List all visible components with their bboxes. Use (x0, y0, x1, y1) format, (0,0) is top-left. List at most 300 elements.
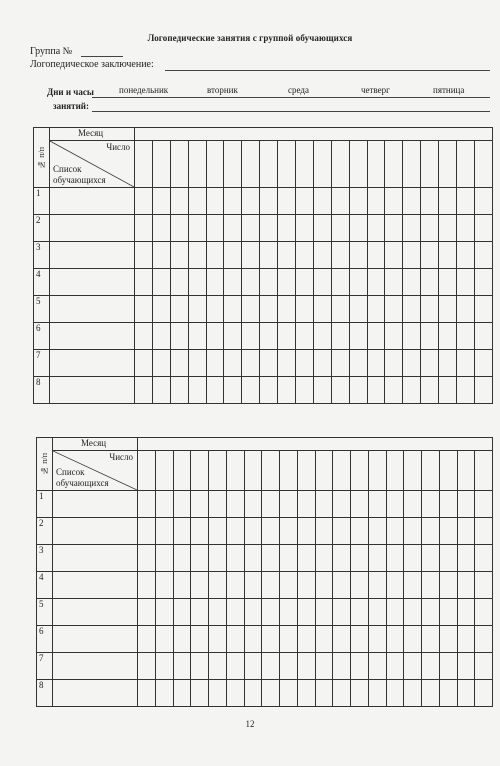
attendance-cell[interactable] (475, 653, 493, 680)
attendance-cell[interactable] (315, 518, 333, 545)
attendance-cell[interactable] (421, 323, 439, 350)
attendance-cell[interactable] (313, 188, 331, 215)
attendance-cell[interactable] (242, 188, 260, 215)
attendance-cell[interactable] (170, 242, 188, 269)
attendance-cell[interactable] (296, 377, 314, 404)
attendance-cell[interactable] (457, 653, 475, 680)
attendance-cell[interactable] (439, 653, 457, 680)
attendance-cell[interactable] (135, 323, 153, 350)
attendance-cell[interactable] (152, 350, 170, 377)
attendance-cell[interactable] (331, 296, 349, 323)
attendance-cell[interactable] (138, 680, 156, 707)
attendance-cell[interactable] (333, 545, 351, 572)
attendance-cell[interactable] (404, 545, 422, 572)
attendance-cell[interactable] (260, 323, 278, 350)
attendance-cell[interactable] (135, 296, 153, 323)
attendance-cell[interactable] (280, 518, 298, 545)
attendance-cell[interactable] (206, 242, 224, 269)
attendance-cell[interactable] (191, 518, 209, 545)
attendance-cell[interactable] (262, 599, 280, 626)
attendance-cell[interactable] (155, 518, 173, 545)
attendance-cell[interactable] (421, 377, 439, 404)
attendance-cell[interactable] (155, 626, 173, 653)
attendance-cell[interactable] (170, 215, 188, 242)
date-cell[interactable] (206, 141, 224, 188)
attendance-cell[interactable] (404, 599, 422, 626)
date-cell[interactable] (475, 451, 493, 491)
attendance-cell[interactable] (313, 377, 331, 404)
attendance-cell[interactable] (439, 296, 457, 323)
attendance-cell[interactable] (439, 350, 457, 377)
attendance-cell[interactable] (457, 269, 475, 296)
attendance-cell[interactable] (422, 518, 440, 545)
attendance-cell[interactable] (278, 215, 296, 242)
attendance-cell[interactable] (152, 296, 170, 323)
attendance-cell[interactable] (280, 653, 298, 680)
attendance-cell[interactable] (349, 215, 367, 242)
attendance-cell[interactable] (297, 572, 315, 599)
attendance-cell[interactable] (278, 296, 296, 323)
attendance-cell[interactable] (260, 296, 278, 323)
attendance-cell[interactable] (351, 599, 369, 626)
attendance-cell[interactable] (421, 188, 439, 215)
attendance-cell[interactable] (475, 491, 493, 518)
attendance-cell[interactable] (262, 653, 280, 680)
attendance-cell[interactable] (351, 518, 369, 545)
attendance-cell[interactable] (368, 653, 386, 680)
student-name-cell[interactable] (50, 215, 135, 242)
attendance-cell[interactable] (422, 653, 440, 680)
attendance-cell[interactable] (244, 680, 262, 707)
attendance-cell[interactable] (155, 491, 173, 518)
attendance-cell[interactable] (404, 653, 422, 680)
attendance-cell[interactable] (349, 377, 367, 404)
attendance-cell[interactable] (226, 518, 244, 545)
attendance-cell[interactable] (152, 323, 170, 350)
attendance-cell[interactable] (191, 545, 209, 572)
attendance-cell[interactable] (331, 242, 349, 269)
attendance-cell[interactable] (385, 377, 403, 404)
date-cell[interactable] (349, 141, 367, 188)
attendance-cell[interactable] (173, 599, 191, 626)
attendance-cell[interactable] (209, 572, 227, 599)
attendance-cell[interactable] (475, 680, 493, 707)
attendance-cell[interactable] (385, 323, 403, 350)
attendance-cell[interactable] (244, 518, 262, 545)
attendance-cell[interactable] (367, 377, 385, 404)
attendance-cell[interactable] (280, 545, 298, 572)
attendance-cell[interactable] (188, 242, 206, 269)
attendance-cell[interactable] (313, 215, 331, 242)
attendance-cell[interactable] (224, 215, 242, 242)
student-name-cell[interactable] (50, 323, 135, 350)
attendance-cell[interactable] (457, 377, 475, 404)
attendance-cell[interactable] (315, 626, 333, 653)
attendance-cell[interactable] (439, 545, 457, 572)
attendance-cell[interactable] (457, 296, 475, 323)
attendance-cell[interactable] (226, 572, 244, 599)
attendance-cell[interactable] (135, 350, 153, 377)
attendance-cell[interactable] (457, 491, 475, 518)
attendance-cell[interactable] (368, 680, 386, 707)
attendance-cell[interactable] (226, 491, 244, 518)
attendance-cell[interactable] (333, 572, 351, 599)
attendance-cell[interactable] (386, 599, 404, 626)
attendance-cell[interactable] (170, 323, 188, 350)
attendance-cell[interactable] (191, 599, 209, 626)
date-cell[interactable] (152, 141, 170, 188)
attendance-cell[interactable] (138, 491, 156, 518)
attendance-cell[interactable] (242, 350, 260, 377)
date-cell[interactable] (385, 141, 403, 188)
attendance-cell[interactable] (315, 491, 333, 518)
attendance-cell[interactable] (474, 269, 492, 296)
attendance-cell[interactable] (315, 653, 333, 680)
attendance-cell[interactable] (421, 242, 439, 269)
attendance-cell[interactable] (224, 323, 242, 350)
attendance-cell[interactable] (226, 545, 244, 572)
attendance-cell[interactable] (170, 296, 188, 323)
student-name-cell[interactable] (50, 377, 135, 404)
attendance-cell[interactable] (422, 545, 440, 572)
date-cell[interactable] (244, 451, 262, 491)
attendance-cell[interactable] (367, 242, 385, 269)
attendance-cell[interactable] (260, 215, 278, 242)
attendance-cell[interactable] (421, 350, 439, 377)
attendance-cell[interactable] (403, 350, 421, 377)
attendance-cell[interactable] (457, 350, 475, 377)
attendance-cell[interactable] (280, 572, 298, 599)
attendance-cell[interactable] (296, 323, 314, 350)
attendance-cell[interactable] (439, 269, 457, 296)
attendance-cell[interactable] (188, 188, 206, 215)
attendance-cell[interactable] (278, 323, 296, 350)
attendance-cell[interactable] (226, 626, 244, 653)
attendance-cell[interactable] (349, 350, 367, 377)
attendance-cell[interactable] (385, 269, 403, 296)
attendance-cell[interactable] (173, 518, 191, 545)
attendance-cell[interactable] (244, 572, 262, 599)
attendance-cell[interactable] (349, 269, 367, 296)
attendance-cell[interactable] (206, 269, 224, 296)
attendance-cell[interactable] (244, 491, 262, 518)
attendance-cell[interactable] (138, 518, 156, 545)
date-cell[interactable] (280, 451, 298, 491)
date-cell[interactable] (135, 141, 153, 188)
attendance-cell[interactable] (135, 269, 153, 296)
attendance-cell[interactable] (457, 323, 475, 350)
attendance-cell[interactable] (138, 545, 156, 572)
attendance-cell[interactable] (188, 269, 206, 296)
attendance-cell[interactable] (209, 626, 227, 653)
attendance-cell[interactable] (224, 350, 242, 377)
date-cell[interactable] (386, 451, 404, 491)
attendance-cell[interactable] (422, 572, 440, 599)
date-cell[interactable] (368, 451, 386, 491)
attendance-cell[interactable] (262, 626, 280, 653)
student-name-cell[interactable] (53, 680, 138, 707)
attendance-cell[interactable] (331, 377, 349, 404)
attendance-cell[interactable] (280, 491, 298, 518)
attendance-cell[interactable] (367, 188, 385, 215)
attendance-cell[interactable] (331, 188, 349, 215)
attendance-cell[interactable] (331, 350, 349, 377)
attendance-cell[interactable] (439, 626, 457, 653)
attendance-cell[interactable] (331, 215, 349, 242)
attendance-cell[interactable] (439, 599, 457, 626)
month-value-cell[interactable] (135, 128, 493, 141)
attendance-cell[interactable] (278, 242, 296, 269)
attendance-cell[interactable] (170, 350, 188, 377)
date-cell[interactable] (421, 141, 439, 188)
attendance-cell[interactable] (155, 653, 173, 680)
attendance-cell[interactable] (135, 377, 153, 404)
attendance-cell[interactable] (242, 242, 260, 269)
attendance-cell[interactable] (367, 296, 385, 323)
date-cell[interactable] (209, 451, 227, 491)
date-cell[interactable] (242, 141, 260, 188)
attendance-cell[interactable] (242, 377, 260, 404)
attendance-cell[interactable] (315, 572, 333, 599)
attendance-cell[interactable] (457, 572, 475, 599)
attendance-cell[interactable] (173, 491, 191, 518)
attendance-cell[interactable] (351, 491, 369, 518)
attendance-cell[interactable] (280, 626, 298, 653)
date-cell[interactable] (278, 141, 296, 188)
attendance-cell[interactable] (152, 242, 170, 269)
attendance-cell[interactable] (349, 188, 367, 215)
attendance-cell[interactable] (262, 680, 280, 707)
attendance-cell[interactable] (209, 599, 227, 626)
attendance-cell[interactable] (244, 599, 262, 626)
attendance-cell[interactable] (421, 269, 439, 296)
attendance-cell[interactable] (439, 377, 457, 404)
attendance-cell[interactable] (224, 242, 242, 269)
attendance-cell[interactable] (457, 518, 475, 545)
attendance-cell[interactable] (191, 491, 209, 518)
student-name-cell[interactable] (50, 242, 135, 269)
attendance-cell[interactable] (242, 269, 260, 296)
attendance-cell[interactable] (260, 242, 278, 269)
attendance-cell[interactable] (155, 572, 173, 599)
attendance-cell[interactable] (226, 599, 244, 626)
attendance-cell[interactable] (191, 680, 209, 707)
date-cell[interactable] (367, 141, 385, 188)
attendance-cell[interactable] (188, 296, 206, 323)
student-name-cell[interactable] (53, 572, 138, 599)
date-cell[interactable] (262, 451, 280, 491)
attendance-cell[interactable] (297, 599, 315, 626)
attendance-cell[interactable] (475, 572, 493, 599)
attendance-cell[interactable] (475, 545, 493, 572)
attendance-cell[interactable] (260, 377, 278, 404)
attendance-cell[interactable] (439, 188, 457, 215)
attendance-cell[interactable] (155, 680, 173, 707)
date-cell[interactable] (224, 141, 242, 188)
attendance-cell[interactable] (280, 599, 298, 626)
attendance-cell[interactable] (333, 653, 351, 680)
attendance-cell[interactable] (170, 269, 188, 296)
attendance-cell[interactable] (385, 296, 403, 323)
attendance-cell[interactable] (422, 680, 440, 707)
student-name-cell[interactable] (53, 626, 138, 653)
attendance-cell[interactable] (191, 653, 209, 680)
attendance-cell[interactable] (403, 323, 421, 350)
attendance-cell[interactable] (206, 350, 224, 377)
attendance-cell[interactable] (333, 680, 351, 707)
date-cell[interactable] (155, 451, 173, 491)
attendance-cell[interactable] (386, 653, 404, 680)
date-cell[interactable] (170, 141, 188, 188)
attendance-cell[interactable] (333, 599, 351, 626)
attendance-cell[interactable] (368, 545, 386, 572)
date-cell[interactable] (439, 451, 457, 491)
attendance-cell[interactable] (474, 350, 492, 377)
date-cell[interactable] (457, 141, 475, 188)
attendance-cell[interactable] (403, 188, 421, 215)
attendance-cell[interactable] (474, 188, 492, 215)
attendance-cell[interactable] (155, 599, 173, 626)
attendance-cell[interactable] (206, 377, 224, 404)
attendance-cell[interactable] (475, 626, 493, 653)
attendance-cell[interactable] (224, 269, 242, 296)
attendance-cell[interactable] (173, 545, 191, 572)
attendance-cell[interactable] (385, 215, 403, 242)
attendance-cell[interactable] (209, 545, 227, 572)
attendance-cell[interactable] (278, 350, 296, 377)
attendance-cell[interactable] (439, 242, 457, 269)
attendance-cell[interactable] (188, 323, 206, 350)
date-cell[interactable] (457, 451, 475, 491)
attendance-cell[interactable] (351, 626, 369, 653)
student-name-cell[interactable] (53, 518, 138, 545)
attendance-cell[interactable] (403, 296, 421, 323)
date-cell[interactable] (297, 451, 315, 491)
student-name-cell[interactable] (50, 296, 135, 323)
attendance-cell[interactable] (331, 323, 349, 350)
attendance-cell[interactable] (296, 242, 314, 269)
attendance-cell[interactable] (457, 626, 475, 653)
attendance-cell[interactable] (191, 626, 209, 653)
attendance-cell[interactable] (403, 269, 421, 296)
attendance-cell[interactable] (474, 215, 492, 242)
attendance-cell[interactable] (224, 296, 242, 323)
attendance-cell[interactable] (278, 188, 296, 215)
attendance-cell[interactable] (457, 242, 475, 269)
attendance-cell[interactable] (297, 545, 315, 572)
attendance-cell[interactable] (244, 653, 262, 680)
attendance-cell[interactable] (422, 626, 440, 653)
attendance-cell[interactable] (331, 269, 349, 296)
attendance-cell[interactable] (224, 188, 242, 215)
attendance-cell[interactable] (333, 491, 351, 518)
attendance-cell[interactable] (474, 242, 492, 269)
date-cell[interactable] (260, 141, 278, 188)
attendance-cell[interactable] (315, 680, 333, 707)
attendance-cell[interactable] (173, 626, 191, 653)
attendance-cell[interactable] (135, 242, 153, 269)
attendance-cell[interactable] (351, 653, 369, 680)
attendance-cell[interactable] (439, 323, 457, 350)
attendance-cell[interactable] (385, 188, 403, 215)
attendance-cell[interactable] (403, 377, 421, 404)
attendance-cell[interactable] (152, 215, 170, 242)
attendance-cell[interactable] (385, 350, 403, 377)
date-cell[interactable] (173, 451, 191, 491)
attendance-cell[interactable] (313, 269, 331, 296)
attendance-cell[interactable] (439, 215, 457, 242)
attendance-cell[interactable] (170, 188, 188, 215)
attendance-cell[interactable] (404, 626, 422, 653)
attendance-cell[interactable] (421, 215, 439, 242)
attendance-cell[interactable] (457, 599, 475, 626)
attendance-cell[interactable] (421, 296, 439, 323)
date-cell[interactable] (422, 451, 440, 491)
attendance-cell[interactable] (296, 269, 314, 296)
attendance-cell[interactable] (439, 518, 457, 545)
attendance-cell[interactable] (368, 518, 386, 545)
attendance-cell[interactable] (209, 680, 227, 707)
date-cell[interactable] (351, 451, 369, 491)
attendance-cell[interactable] (385, 242, 403, 269)
attendance-cell[interactable] (296, 215, 314, 242)
attendance-cell[interactable] (280, 680, 298, 707)
attendance-cell[interactable] (439, 680, 457, 707)
attendance-cell[interactable] (191, 572, 209, 599)
attendance-cell[interactable] (457, 215, 475, 242)
attendance-cell[interactable] (262, 518, 280, 545)
attendance-cell[interactable] (386, 545, 404, 572)
attendance-cell[interactable] (209, 653, 227, 680)
attendance-cell[interactable] (188, 377, 206, 404)
attendance-cell[interactable] (349, 296, 367, 323)
attendance-cell[interactable] (422, 491, 440, 518)
attendance-cell[interactable] (403, 215, 421, 242)
attendance-cell[interactable] (367, 323, 385, 350)
attendance-cell[interactable] (296, 188, 314, 215)
student-name-cell[interactable] (53, 599, 138, 626)
attendance-cell[interactable] (351, 680, 369, 707)
date-cell[interactable] (404, 451, 422, 491)
attendance-cell[interactable] (404, 518, 422, 545)
attendance-cell[interactable] (188, 350, 206, 377)
attendance-cell[interactable] (439, 491, 457, 518)
attendance-cell[interactable] (262, 545, 280, 572)
attendance-cell[interactable] (244, 626, 262, 653)
attendance-cell[interactable] (297, 626, 315, 653)
attendance-cell[interactable] (262, 572, 280, 599)
attendance-cell[interactable] (206, 323, 224, 350)
attendance-cell[interactable] (386, 572, 404, 599)
attendance-cell[interactable] (226, 680, 244, 707)
date-cell[interactable] (333, 451, 351, 491)
date-cell[interactable] (188, 141, 206, 188)
attendance-cell[interactable] (475, 518, 493, 545)
student-name-cell[interactable] (53, 545, 138, 572)
date-cell[interactable] (439, 141, 457, 188)
month-value-cell[interactable] (138, 438, 493, 451)
attendance-cell[interactable] (155, 545, 173, 572)
attendance-cell[interactable] (313, 242, 331, 269)
attendance-cell[interactable] (242, 323, 260, 350)
date-cell[interactable] (315, 451, 333, 491)
attendance-cell[interactable] (138, 626, 156, 653)
attendance-cell[interactable] (209, 518, 227, 545)
conclusion-field[interactable] (165, 70, 490, 71)
attendance-cell[interactable] (351, 545, 369, 572)
attendance-cell[interactable] (135, 188, 153, 215)
date-cell[interactable] (138, 451, 156, 491)
